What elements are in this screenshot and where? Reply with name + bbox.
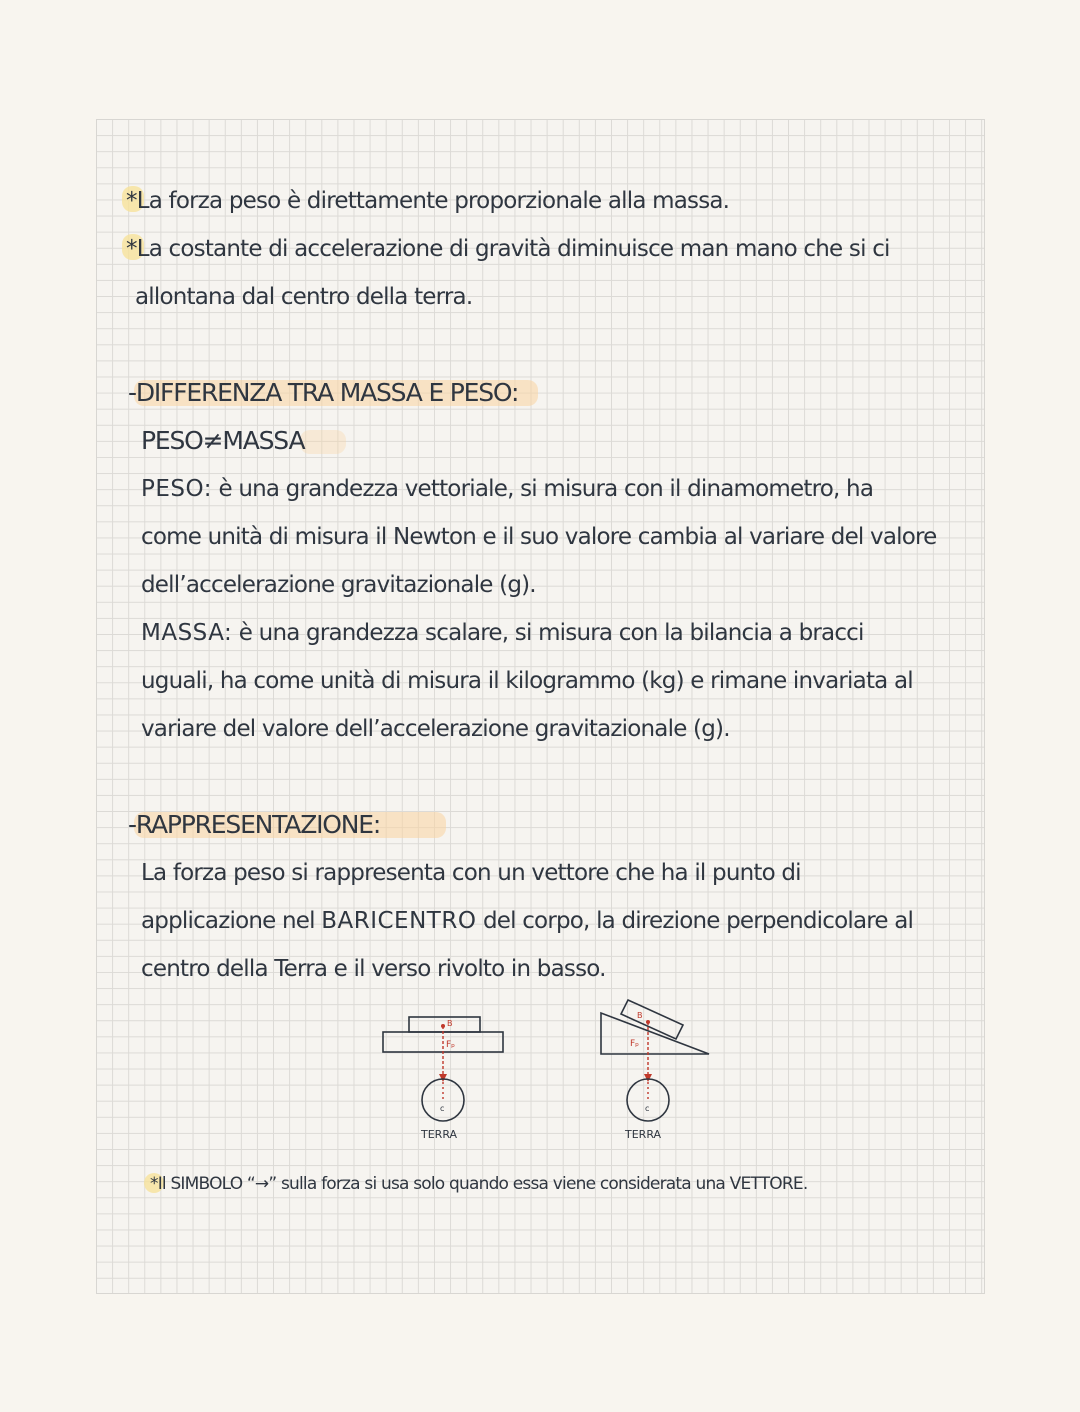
incline-weight-arrowhead [644,1074,652,1082]
body-block [409,1017,480,1032]
barycenter-dot [441,1024,445,1028]
baricentro-emphasis: BARICENTRO [321,908,477,934]
peso-text-1: è una grandezza vettoriale, si misura con il dinamometro, ha [211,476,874,502]
massa-text-1: è una grandezza scalare, si misura con la bilancia a bracci [232,620,864,646]
diagram-horizontal-plane [376,1004,516,1154]
diagram-inclined-plane [588,995,728,1145]
footnote-asterisk: * [150,1174,158,1194]
highlight-inequality [300,430,346,454]
incline-barycenter-dot [646,1020,650,1024]
footnote-text: Il SIMBOLO “→” sulla forza si usa solo quando essa viene considerata una VETTORE. [157,1174,808,1194]
incline-earth-center-label: c [645,1104,650,1113]
peso-line-2: come unità di misura il Newton e il suo valore cambia al variare del valore [141,524,937,550]
representation-line-3: centro della Terra e il verso rivolto in basso. [141,956,606,982]
massa-label: MASSA: [141,620,233,646]
note-bullet-2-line-2: allontana dal centro della terra. [135,284,473,310]
incline-force-label: Fₚ [630,1039,640,1049]
inequality-label: PESO≠MASSA [141,426,305,455]
earth-label: TERRA [421,1128,458,1141]
footnote [150,1174,807,1194]
incline-triangle [601,1013,709,1054]
representation-line-2 [141,908,913,934]
massa-line-1 [141,620,864,646]
force-label: Fₚ [446,1040,456,1050]
weight-vector-arrowhead [439,1074,447,1082]
earth-center-label: c [440,1104,445,1113]
peso-line-1 [141,476,873,502]
massa-line-3: variare del valore dell’accelerazione gravitazionale (g). [141,716,730,742]
incline-earth-label: TERRA [625,1128,662,1141]
note-bullet-2-line-1: *La costante di accelerazione di gravità diminuisce man mano che si ci [126,236,890,262]
difference-heading: -DIFFERENZA TRA MASSA E PESO: [128,378,519,407]
peso-line-3: dell’accelerazione gravitazionale (g). [141,572,536,598]
representation-heading: -RAPPRESENTAZIONE: [128,810,381,839]
representation-line-2-before: applicazione nel [141,908,322,934]
barycenter-label: B [447,1019,453,1028]
massa-line-2: uguali, ha come unità di misura il kilogrammo (kg) e rimane invariata al [141,668,913,694]
peso-label: PESO: [141,476,212,502]
incline-barycenter-label: B [637,1011,643,1020]
representation-line-2-after: del corpo, la direzione perpendicolare al [476,908,914,934]
note-bullet-1: *La forza peso è direttamente proporzionale alla massa. [126,188,730,214]
representation-line-1: La forza peso si rappresenta con un vettore che ha il punto di [141,860,801,886]
